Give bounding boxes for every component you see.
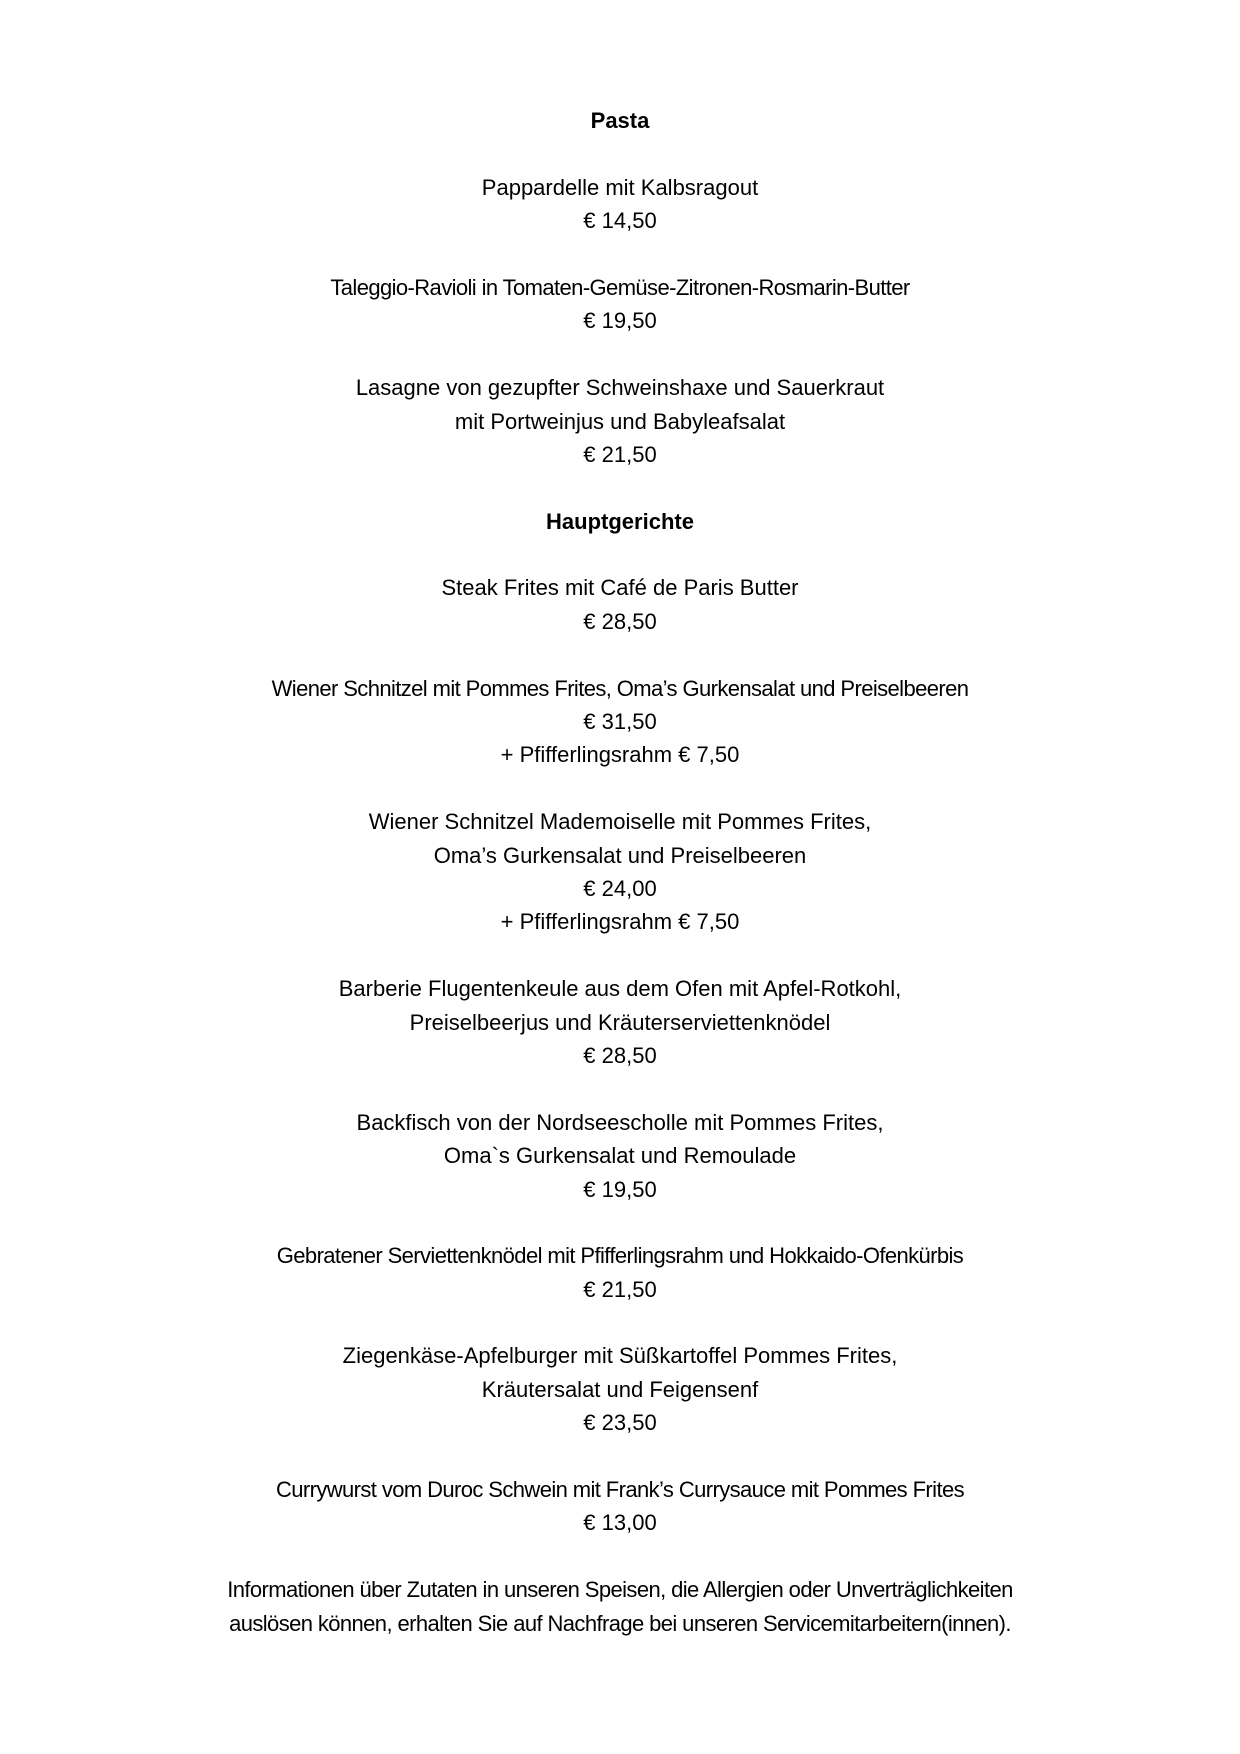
section-title: Hauptgerichte — [546, 508, 694, 534]
menu-item — [0, 1339, 1240, 1439]
menu-item — [0, 1106, 1240, 1206]
dish-price: € 21,50 — [583, 1276, 657, 1302]
allergen-note — [0, 1573, 1240, 1640]
dish-name: Pappardelle mit Kalbsragout — [481, 174, 759, 200]
dish-price: € 14,50 — [583, 208, 657, 234]
dish-name: Wiener Schnitzel Mademoiselle mit Pommes Frites, — [368, 809, 872, 835]
menu-item — [0, 972, 1240, 1072]
dish-name: Steak Frites mit Café de Paris Butter — [441, 575, 799, 601]
dish-price: € 28,50 — [583, 608, 657, 634]
dish-price: € 24,00 — [583, 875, 657, 901]
menu-item — [0, 672, 1240, 772]
menu-item — [0, 1239, 1240, 1306]
menu-item — [0, 1473, 1240, 1540]
dish-price: € 28,50 — [583, 1042, 657, 1068]
dish-price: € 19,50 — [583, 308, 657, 334]
dish-description: mit Portweinjus und Babyleafsalat — [454, 408, 786, 434]
menu-item — [0, 371, 1240, 471]
allergen-note-line: auslösen können, erhalten Sie auf Nachfrage bei unseren Servicemitarbeitern(innen). — [229, 1610, 1011, 1636]
menu-item — [0, 571, 1240, 638]
dish-name: Currywurst vom Duroc Schwein mit Frank’s Currysauce mit Pommes Frites — [275, 1477, 964, 1503]
menu-section-pasta — [0, 104, 1240, 505]
allergen-note-line: Informationen über Zutaten in unseren Speisen, die Allergien oder Unverträglichkeiten — [227, 1577, 1013, 1603]
dish-price: € 23,50 — [583, 1410, 657, 1436]
menu-item — [0, 805, 1240, 939]
dish-name: Barberie Flugentenkeule aus dem Ofen mit Apfel-Rotkohl, — [338, 976, 902, 1002]
menu-section-hauptgerichte — [0, 505, 1240, 1574]
dish-extra: + Pfifferlingsrahm € 7,50 — [500, 742, 740, 768]
dish-name: Ziegenkäse-Apfelburger mit Süßkartoffel Pommes Frites, — [342, 1343, 898, 1369]
dish-name: Taleggio-Ravioli in Tomaten-Gemüse-Zitronen-Rosmarin-Butter — [330, 274, 910, 300]
dish-description: Preiselbeerjus und Kräuterserviettenknödel — [409, 1009, 831, 1035]
dish-description: Oma’s Gurkensalat und Preiselbeeren — [433, 842, 807, 868]
menu-item — [0, 271, 1240, 338]
dish-name: Gebratener Serviettenknödel mit Pfifferlingsrahm und Hokkaido-Ofenkürbis — [276, 1243, 964, 1269]
dish-extra: + Pfifferlingsrahm € 7,50 — [500, 909, 740, 935]
dish-price: € 19,50 — [583, 1176, 657, 1202]
dish-description: Kräutersalat und Feigensenf — [481, 1376, 759, 1402]
dish-name: Lasagne von gezupfter Schweinshaxe und Sauerkraut — [355, 375, 885, 401]
section-title: Pasta — [590, 108, 650, 133]
menu-page — [0, 104, 1240, 1640]
dish-description: Oma`s Gurkensalat und Remoulade — [443, 1143, 797, 1169]
dish-name: Backfisch von der Nordseescholle mit Pommes Frites, — [356, 1109, 884, 1135]
dish-price: € 21,50 — [583, 441, 657, 467]
dish-price: € 13,00 — [583, 1510, 657, 1536]
dish-name: Wiener Schnitzel mit Pommes Frites, Oma’s Gurkensalat und Preiselbeeren — [271, 675, 969, 701]
dish-price: € 31,50 — [583, 709, 657, 735]
menu-item — [0, 171, 1240, 238]
